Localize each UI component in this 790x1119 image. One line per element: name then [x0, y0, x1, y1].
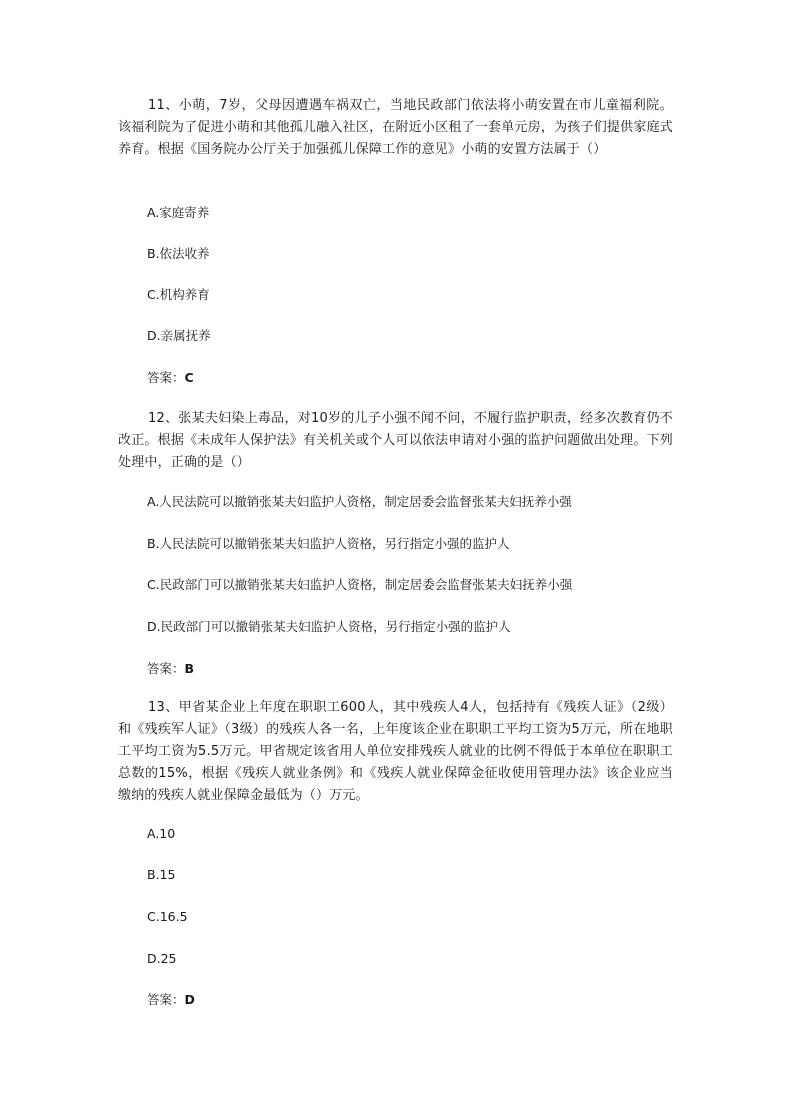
answer-label: 答案：: [147, 992, 185, 1007]
answer-value: B: [184, 661, 195, 676]
question-13-stem: 13、甲省某企业上年度在职职工600人，其中残疾人4人，包括持有《残疾人证》（2级）和《残疾军人证》（3级）的残疾人各一名，上年度该企业在职职工平均工资为5万元，所在地职工平均工资为5.5万元。甲省规定该省用人单位安排残疾人就业的比例不得低于本单位在职职工总数的15%，根据《残疾人就业条例》和《残疾人就业保障金征收使用管理办法》该企业应当缴纳的残疾人就业保障金最低为（）万元。: [118, 700, 673, 803]
question-12-option-c: C.民政部门可以撤销张某夫妇监护人资格，制定居委会监督张某夫妇抚养小强: [147, 577, 573, 592]
answer-label: 答案：: [147, 370, 185, 385]
question-11-option-d: D.亲属抚养: [147, 328, 211, 343]
question-11-option-c: C.机构养育: [147, 287, 210, 302]
question-12-answer: [147, 660, 194, 678]
question-13-option-d: D.25: [147, 951, 177, 966]
question-12-option-b: B.人民法院可以撤销张某夫妇监护人资格，另行指定小强的监护人: [147, 536, 510, 551]
question-12-option-d: D.民政部门可以撤销张某夫妇监护人资格，另行指定小强的监护人: [147, 619, 511, 634]
answer-value: D: [184, 992, 195, 1007]
answer-label: 答案：: [147, 661, 185, 676]
question-11-option-b: B.依法收养: [147, 246, 210, 261]
question-11-answer: [147, 369, 194, 387]
question-13-answer: [147, 991, 195, 1009]
question-12-stem: 12、张某夫妇染上毒品，对10岁的儿子小强不闻不问，不履行监护职责，经多次教育仍不改正。根据《未成年人保护法》有关机关或个人可以依法申请对小强的监护问题做出处理。下列处理中，正确的是（）: [118, 411, 673, 470]
question-13-option-c: C.16.5: [147, 909, 188, 924]
question-13-option-a: A.10: [147, 826, 176, 841]
question-13-option-b: B.15: [147, 867, 176, 882]
question-11-stem: 11、小萌，7岁，父母因遭遇车祸双亡，当地民政部门依法将小萌安置在市儿童福利院。该福利院为了促进小萌和其他孤儿融入社区，在附近小区租了一套单元房，为孩子们提供家庭式养育。根据《国务院办公厅关于加强孤儿保障工作的意见》小萌的安置方法属于（）: [118, 98, 673, 157]
question-12-option-a: A.人民法院可以撤销张某夫妇监护人资格，制定居委会监督张某夫妇抚养小强: [147, 494, 572, 509]
answer-value: C: [184, 370, 194, 385]
question-11-option-a: A.家庭寄养: [147, 205, 210, 220]
